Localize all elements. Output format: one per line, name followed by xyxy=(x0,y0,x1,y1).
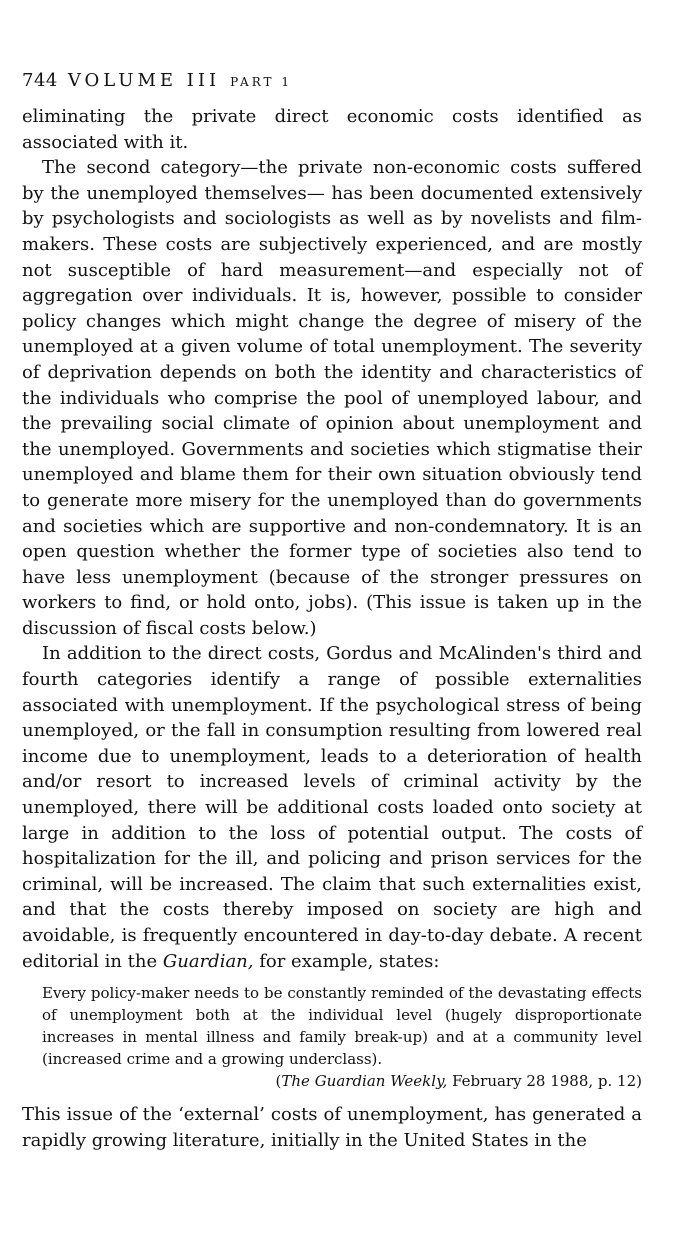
externalities-text-end: for example, states: xyxy=(253,950,440,972)
guardian-title: Guardian, xyxy=(162,950,254,972)
externalities-text: In addition to the direct costs, Gordus and McAlinden's third and fourth categories identify a range of possible externalities associated with unemployment. If the psychological stress of being unemployed, or the fall in consumption resulting from lowered real income due to unemployment, leads to a deterioration of health and/or resort to increased levels of criminal activity by the unemployed, there will be additional costs loaded onto society at large in addition to the loss of potential output. The costs of hospitalization for the ill, and policing and prison services for the criminal, will be increased. The claim that such externalities exist, and that the costs thereby imposed on society are high and avoidable, is frequently encountered in day-to-day debate. A recent editorial in the xyxy=(22,643,642,972)
citation-open: ( xyxy=(275,1072,282,1091)
paragraph-external-costs: This issue of the ‘external’ costs of unemployment, has generated a rapidly growing literature, initially in the United States in the xyxy=(22,1104,642,1151)
running-header xyxy=(22,72,642,90)
citation-source: The Guardian Weekly, xyxy=(281,1072,448,1091)
part-label: PART 1 xyxy=(230,75,292,89)
paragraph-continuation: eliminating the private direct economic costs identified as associated with it. xyxy=(22,106,642,153)
quote-citation xyxy=(22,1070,642,1092)
book-page xyxy=(22,72,642,1153)
paragraph-externalities xyxy=(22,641,642,974)
page-number: 744 xyxy=(22,70,58,91)
volume-label: VOLUME III xyxy=(67,70,221,91)
citation-details: February 28 1988, p. 12) xyxy=(447,1072,642,1091)
paragraph-second-category: The second category—the private non-economic costs suffered by the unemployed themselves— has been documented extensively by psychologists and sociologists as well as by novelists and film-makers. These costs are subjectively experienced, and are mostly not susceptible of hard measurement—and especially not of aggregation over individuals. It is, however, possible to consider policy changes which might change the degree of misery of the unemployed at a given volume of total unemployment. The severity of deprivation depends on both the identity and characteristics of the individuals who comprise the pool of unemployed labour, and the prevailing social climate of opinion about unemployment and the unemployed. Governments and societies which stigmatise their unemployed and blame them for their own situation obviously tend to generate more misery for the unemployed than do governments and societies which are supportive and non-condemnatory. It is an open question whether the former type of societies also tend to have less unemployment (because of the stronger pressures on workers to find, or hold onto, jobs). (This issue is taken up in the discussion of fiscal costs below.) xyxy=(22,157,642,639)
block-quote: Every policy-maker needs to be constantly reminded of the devastating effects of unemployment both at the individual level (hugely disproportionate increases in mental illness and family break-up) and at a community level (increased crime and a growing underclass). xyxy=(42,984,642,1069)
